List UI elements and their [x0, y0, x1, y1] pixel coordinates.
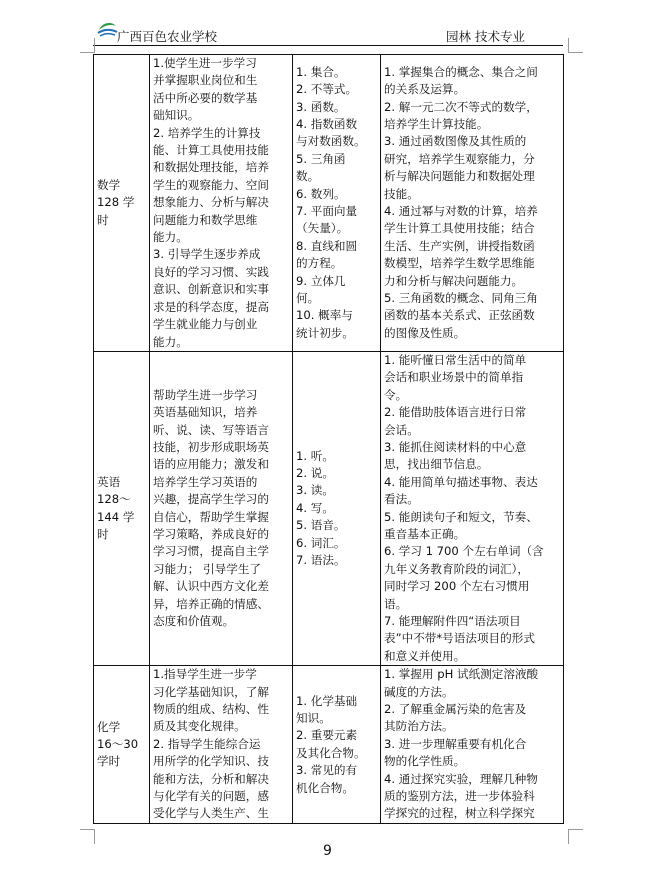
text-line: 1.指导学生进一步学	[153, 667, 257, 682]
text-line: 5. 三角函	[296, 151, 346, 166]
text-line: 技能。	[384, 186, 419, 201]
text-line: 英语	[97, 474, 121, 489]
subject-cell	[94, 55, 150, 352]
text-line: 重音基本正确。	[384, 526, 466, 541]
text-line: 4. 指数函数	[296, 116, 358, 131]
text-line: 想象能力、分析与解决	[153, 195, 269, 210]
text-line: 1. 能听懂日常生活中的简单	[384, 352, 527, 367]
text-line: 学生就业能力与创业	[153, 317, 258, 332]
text-line: 3. 函数。	[296, 99, 346, 114]
text-line: 异，培养正确的情感、	[153, 596, 269, 611]
text-line: 化学	[97, 719, 121, 734]
text-line: 习能力； 引导学生了	[153, 561, 262, 576]
text-line: 时	[97, 212, 109, 227]
text-line: 习化学基础知识，了解	[153, 684, 269, 699]
text-line: 语。	[384, 596, 408, 611]
text-line: 能和方法，分析和解决	[153, 771, 269, 786]
requirements-cell	[381, 351, 564, 665]
text-line: 表”中不带*号语法项目的形式	[384, 631, 535, 646]
text-line: 解、认识中西方文化差	[153, 579, 269, 594]
text-line: 思，找出细节信息。	[384, 457, 489, 472]
text-line: （矢量）。	[296, 221, 349, 236]
text-line: 意识、创新意识和实事	[153, 282, 269, 297]
crop-mark	[80, 38, 95, 53]
major-name: 园林 技术专业	[446, 29, 525, 44]
text-line: 与化学有关的问题，感	[153, 789, 269, 804]
text-line: 数。	[296, 169, 320, 184]
text-line: 良好的学习习惯、实践	[153, 264, 269, 279]
text-line: 3. 常见的有	[296, 763, 358, 778]
crop-mark	[568, 38, 583, 53]
text-line: 3. 读。	[296, 483, 334, 498]
text-line: 2. 不等式。	[296, 82, 358, 97]
text-line: 128 学	[97, 195, 135, 210]
text-line: 数学	[97, 177, 121, 192]
text-line: 的关系及运算。	[384, 82, 466, 97]
text-line: 128～	[97, 492, 131, 507]
text-line: 兴趣，提高学生学习的	[153, 492, 269, 507]
text-line: 1. 掌握用 pH 试纸测定溶液酸	[384, 667, 539, 682]
text-line: 听、说、读、写等语言	[153, 422, 269, 437]
table-row	[94, 55, 564, 352]
text-line: 会话。	[384, 422, 419, 437]
goals-cell	[150, 666, 293, 824]
text-line: 会话和职业场景中的简单指	[384, 370, 524, 385]
text-line: 物质的组成、结构、性	[153, 702, 269, 717]
text-line: 学生的观察能力、空间	[153, 177, 269, 192]
text-line: 础知识。	[153, 108, 200, 123]
text-line: 语的应用能力；激发和	[153, 457, 269, 472]
curriculum-table	[93, 54, 564, 824]
text-line: 能力。	[153, 230, 188, 245]
text-line: 及其化合物。	[296, 745, 366, 760]
text-line: 2. 指导学生能综合运	[153, 736, 261, 751]
text-line: 统计初步。	[296, 325, 354, 340]
text-line: 的方程。	[296, 256, 343, 271]
text-line: 和意义并使用。	[384, 648, 466, 663]
text-line: 学探究的过程，树立科学探究	[384, 806, 535, 821]
content-cell	[293, 55, 381, 352]
text-line: 2. 解一元二次不等式的数学，	[384, 99, 538, 114]
text-line: 3. 引导学生逐步养成	[153, 247, 261, 262]
text-line: 令。	[384, 387, 408, 402]
text-line: 144 学	[97, 509, 135, 524]
text-line: 学习习惯，提高自主学	[153, 544, 269, 559]
text-line: 受化学与人类生产、生	[153, 806, 269, 821]
text-line: 4. 通过幂与对数的计算，培养	[384, 203, 538, 218]
text-line: 7. 语法。	[296, 553, 346, 568]
text-line: 2. 了解重金属污染的危害及	[384, 702, 527, 717]
text-line: 5. 语音。	[296, 518, 346, 533]
text-line: 学时	[97, 754, 121, 769]
table-row	[94, 666, 564, 824]
text-line: 机化合物。	[296, 780, 354, 795]
text-line: 1. 听。	[296, 448, 334, 463]
text-line: 何。	[296, 290, 320, 305]
text-line: 4. 写。	[296, 500, 334, 515]
text-line: 和数据处理技能，培养	[153, 160, 269, 175]
text-line: 力和分析与解决问题能力。	[384, 273, 524, 288]
text-line: 同时学习 200 个左右习惯用	[384, 579, 530, 594]
content-cell	[293, 666, 381, 824]
text-line: 态度和价值观。	[153, 614, 235, 628]
goals-cell	[150, 351, 293, 665]
text-line: 与对数函数。	[296, 134, 366, 149]
text-line: 16～30	[97, 737, 139, 752]
text-line: 的图像及性质。	[384, 325, 466, 340]
text-line: 能、计算工具使用技能	[153, 143, 269, 158]
page-number: 9	[323, 843, 332, 859]
text-line: 1. 掌握集合的概念、集合之间	[384, 64, 538, 79]
text-line: 7. 平面向量	[296, 203, 358, 218]
text-line: 其防治方法。	[384, 719, 454, 734]
text-line: 7. 能理解附件四“语法项目	[384, 614, 521, 628]
text-line: 活中所必要的数学基	[153, 90, 258, 105]
text-line: 学生计算工具使用技能；结合	[384, 221, 535, 236]
text-line: 3. 能抓住阅读材料的中心意	[384, 439, 527, 454]
text-line: 英语基础知识，培养	[153, 405, 258, 420]
text-line: 数模型，培养学生数学思维能	[384, 256, 535, 271]
crop-mark	[568, 829, 583, 844]
text-line: 5. 三角函数的概念、同角三角	[384, 290, 538, 305]
text-line: 2. 能借助肢体语言进行日常	[384, 405, 527, 420]
text-line: 2. 说。	[296, 466, 334, 481]
table-row	[94, 351, 564, 665]
text-line: 自信心，帮助学生掌握	[153, 509, 269, 524]
text-line: 函数的基本关系式、正弦函数	[384, 308, 535, 323]
school-name: 广西百色农业学校	[117, 29, 218, 44]
text-line: 析与解决问题能力和数据处理	[384, 169, 535, 184]
text-line: 2. 培养学生的计算技	[153, 125, 261, 140]
text-line: 能力。	[153, 334, 188, 349]
text-line: 帮助学生进一步学习	[153, 387, 258, 402]
text-line: 培养学生计算技能。	[384, 116, 489, 131]
subject-cell	[94, 351, 150, 665]
text-line: 3. 通过函数图像及其性质的	[384, 134, 527, 149]
text-line: 8. 直线和圆	[296, 238, 358, 253]
text-line: 9. 立体几	[296, 273, 346, 288]
text-line: 质及其变化规律。	[153, 719, 246, 734]
text-line: 6. 学习 1 700 个左右单词（含	[384, 544, 544, 559]
crop-mark	[80, 829, 95, 844]
requirements-cell	[381, 55, 564, 352]
text-line: 并掌握职业岗位和生	[153, 73, 258, 88]
goals-cell	[150, 55, 293, 352]
text-line: 质的鉴别方法，进一步体验科	[384, 789, 535, 804]
text-line: 培养学生学习英语的	[153, 474, 258, 489]
text-line: 3. 进一步理解重要有机化合	[384, 736, 527, 751]
text-line: 求是的科学态度，提高	[153, 299, 269, 314]
text-line: 1. 化学基础	[296, 693, 358, 708]
text-line: 碱度的方法。	[384, 684, 454, 699]
text-line: 知识。	[296, 710, 331, 725]
text-line: 学习策略，养成良好的	[153, 526, 269, 541]
text-line: 物的化学性质。	[384, 754, 466, 769]
text-line: 6. 词汇。	[296, 535, 346, 550]
text-line: 技能，初步形成职场英	[153, 439, 269, 454]
requirements-cell	[381, 666, 564, 824]
text-line: 用所学的化学知识、技	[153, 754, 269, 769]
text-line: 研究，培养学生观察能力，分	[384, 151, 535, 166]
school-logo-icon	[96, 18, 118, 40]
text-line: 1. 集合。	[296, 64, 346, 79]
text-line: 时	[97, 526, 109, 541]
text-line: 4. 通过探究实验，理解几种物	[384, 771, 538, 786]
page-header	[93, 18, 555, 46]
text-line: 5. 能朗读句子和短文，节奏、	[384, 509, 538, 524]
text-line: 6. 数列。	[296, 186, 346, 201]
text-line: 看法。	[384, 492, 419, 507]
text-line: 问题能力和数学思维	[153, 212, 258, 227]
header-rule	[93, 45, 563, 46]
text-line: 10. 概率与	[296, 308, 353, 323]
content-cell	[293, 351, 381, 665]
subject-cell	[94, 666, 150, 824]
text-line: 4. 能用简单句描述事物、表达	[384, 474, 538, 489]
text-line: 1.使学生进一步学习	[153, 56, 257, 70]
text-line: 九年义务教育阶段的词汇），	[384, 561, 529, 576]
text-line: 生活、生产实例，讲授指数函	[384, 238, 535, 253]
text-line: 2. 重要元素	[296, 728, 358, 743]
